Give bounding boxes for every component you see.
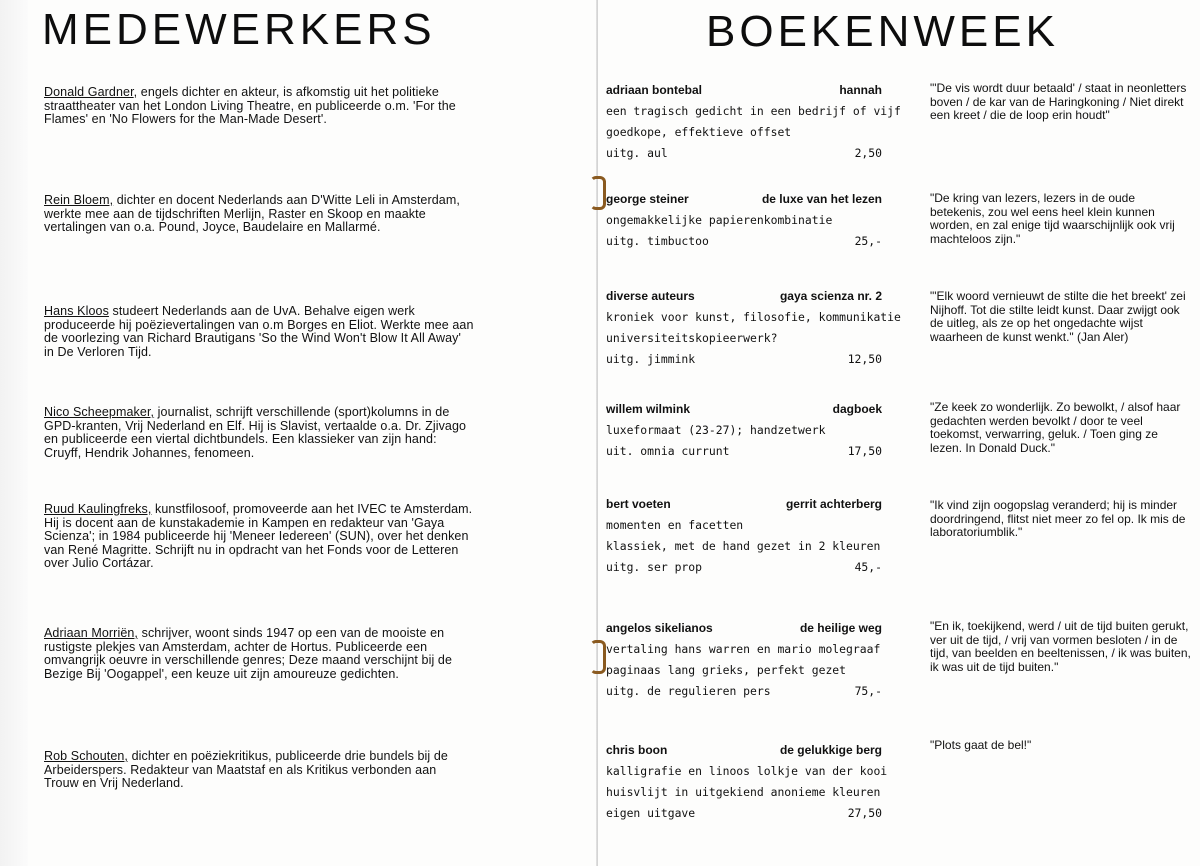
left-page [0, 0, 598, 866]
bio-text: , engels dichter en akteur, is afkomstig uit het politieke straattheater van het London Living Theatre, en publiceerde o.m. 'For the Flames' en 'No Flowers for the Man-Made Desert'. [44, 85, 456, 126]
book-quote: "'Elk woord vernieuwt de stilte die het breekt' zei Nijhoff. Tot die stilte leidt kunst. Daar zwijgt ook de uitleg, als ze op het ongedachte wijst waarheen de kunst wenkt." (Jan Aler) [930, 289, 1186, 344]
book-author: bert voeten [606, 497, 671, 511]
bio-name: Rein Bloem, [44, 193, 114, 207]
book-author: george steiner [606, 192, 689, 206]
book-description: huisvlijt in uitgekiend anonieme kleuren [606, 785, 881, 799]
book-entry [606, 740, 888, 824]
book-quote: "En ik, toekijkend, werd / uit de tijd buiten gerukt, ver uit de tijd, / vrij van vormen besloten / in de tijd, van beelden en beeltenissen, / ik was buiten, ik was uit de tijd buiten." [930, 619, 1191, 674]
book-publisher: eigen uitgave [606, 806, 696, 820]
book-description: ongemakkelijke papierenkombinatie [606, 213, 833, 227]
book-description: universiteitskopieerwerk? [606, 331, 778, 345]
book-quote: "Ze keek zo wonderlijk. Zo bewolkt, / alsof haar gedachten werden bevolkt / door te veel toekomst, verwarring, geluk. / Toen ging ze lezen. In Donald Duck." [930, 400, 1181, 455]
bio-name: Hans Kloos [44, 304, 109, 318]
book-publisher: uitg. de regulieren pers [606, 684, 771, 698]
bio-text: kunstfilosoof, promoveerde aan het IVEC te Amsterdam. Hij is docent aan de kunstakademie in Kampen en redakteur van 'Gaya Scienza'; in 1984 publiceerde hij 'Meneer Iedereen' (SUN), over het denken van René Magritte. Schrijft nu in opdracht van het Fonds voor de Letteren over Julio Cortázar. [44, 502, 473, 570]
book-author: angelos sikelianos [606, 621, 713, 635]
book-publisher: uitg. jimmink [606, 352, 696, 366]
book-author: diverse auteurs [606, 289, 695, 303]
book-title: de heilige weg [799, 621, 882, 635]
book-publisher: uit. omnia currunt [606, 444, 730, 458]
book-publisher: uitg. timbuctoo [606, 234, 709, 248]
book-description: kalligrafie en linoos lolkje van der kooi [606, 764, 888, 778]
book-quote: "Plots gaat de bel!" [930, 738, 1032, 752]
book-entry [606, 286, 901, 370]
book-description: kroniek voor kunst, filosofie, kommunikatie [606, 310, 901, 324]
book-description: een tragisch gedicht in een bedrijf of vijf [606, 104, 901, 118]
left-page-title: MEDEWERKERS [42, 5, 436, 54]
bio-entry [44, 406, 474, 460]
book-price: 75,- [854, 684, 882, 698]
book-author: willem wilmink [606, 402, 691, 416]
staple-mark [590, 640, 606, 674]
right-page [598, 0, 1200, 866]
book-price: 27,50 [847, 806, 882, 820]
bio-name: Ruud Kaulingfreks, [44, 502, 152, 516]
book-entry [606, 80, 901, 164]
book-quote: "'De vis wordt duur betaald' / staat in neonletters boven / de kar van de Haringkoning / Niet direkt een kreet / die de loop erin houdt" [930, 81, 1187, 122]
bio-name: Rob Schouten, [44, 749, 128, 763]
bio-entry [44, 627, 474, 681]
book-publisher: uitg. aul [606, 146, 668, 160]
book-description: paginaas lang grieks, perfekt gezet [606, 663, 847, 677]
book-entry [606, 618, 882, 702]
book-entry [606, 494, 882, 578]
book-entry [606, 189, 882, 252]
book-description: goedkope, effektieve offset [606, 125, 792, 139]
book-title: gaya scienza nr. 2 [779, 289, 882, 303]
bio-text: schrijver, woont sinds 1947 op een van de mooiste en rustigste plekjes van Amsterdam, achter de Hortus. Publiceerde een omvangrijk oeuvre in verschillende genres; Deze maand verschijnt bij de Bezige Bij 'Oogappel', een keuze uit zijn amoureuze gedichten. [44, 626, 452, 681]
bio-name: Donald Gardner [44, 85, 134, 99]
book-price: 12,50 [847, 352, 882, 366]
staple-mark [590, 176, 606, 210]
book-price: 45,- [854, 560, 882, 574]
book-quote: "De kring van lezers, lezers in de oude betekenis, zou wel eens heel klein kunnen worden, en zal enige tijd waarschijnlijk ook vrij machteloos zijn." [930, 191, 1175, 246]
book-description: luxeformaat (23-27); handzetwerk [606, 423, 826, 437]
book-title: de gelukkige berg [779, 743, 882, 757]
bio-text: dichter en poëziekritikus, publiceerde drie bundels bij de Arbeiderspers. Redakteur van Maatstaf en als Kritikus verbonden aan Trouw en Vrij Nederland. [44, 749, 448, 790]
bio-name: Adriaan Morriën, [44, 626, 139, 640]
book-title: hannah [839, 83, 882, 97]
book-price: 17,50 [847, 444, 882, 458]
bio-entry [44, 503, 474, 571]
bio-entry [44, 305, 474, 359]
bio-entry [44, 750, 474, 791]
bio-text: journalist, schrijft verschillende (sport)kolumns in de GPD-kranten, Vrij Nederland en Elf. Hij is Slavist, vertaalde o.a. Dr. Zjivago en publiceerde een viertal dichtbundels. Een klassieker van zijn hand: Cruyff, Hendrik Johannes, fenomeen. [44, 405, 467, 460]
book-title: dagboek [832, 402, 882, 416]
right-page-title: BOEKENWEEK [706, 7, 1059, 56]
book-title: gerrit achterberg [785, 497, 882, 511]
book-entry [606, 399, 882, 462]
book-description: momenten en facetten [606, 518, 744, 532]
bleed-through-margin [0, 0, 28, 866]
book-author: adriaan bontebal [606, 83, 703, 97]
bio-text: dichter en docent Nederlands aan D'Witte Leli in Amsterdam, werkte mee aan de tijdschriften Merlijn, Raster en Skoop en maakte vertalingen van o.a. Pound, Joyce, Baudelaire en Mallarmé. [44, 193, 460, 234]
book-description: klassiek, met de hand gezet in 2 kleuren [606, 539, 881, 553]
bio-name: Nico Scheepmaker, [44, 405, 155, 419]
book-price: 25,- [854, 234, 882, 248]
book-quote: "Ik vind zijn oogopslag veranderd; hij is minder doordringend, flitst niet meer zo fel op. Ik mis de laboratoriumblik." [930, 498, 1186, 539]
bio-text: studeert Nederlands aan de UvA. Behalve eigen werk produceerde hij poëzievertalingen van o.m Borges en Eliot. Werkte mee aan de voorlezing van Richard Brautigans 'So the Wind Won't Blow It All Away' in De Verloren Tijd. [44, 304, 474, 359]
bio-entry [44, 86, 474, 127]
book-publisher: uitg. ser prop [606, 560, 703, 574]
bio-entry [44, 194, 474, 235]
book-author: chris boon [606, 743, 668, 757]
book-price: 2,50 [854, 146, 882, 160]
book-description: vertaling hans warren en mario molegraaf [606, 642, 881, 656]
book-title: de luxe van het lezen [761, 192, 882, 206]
